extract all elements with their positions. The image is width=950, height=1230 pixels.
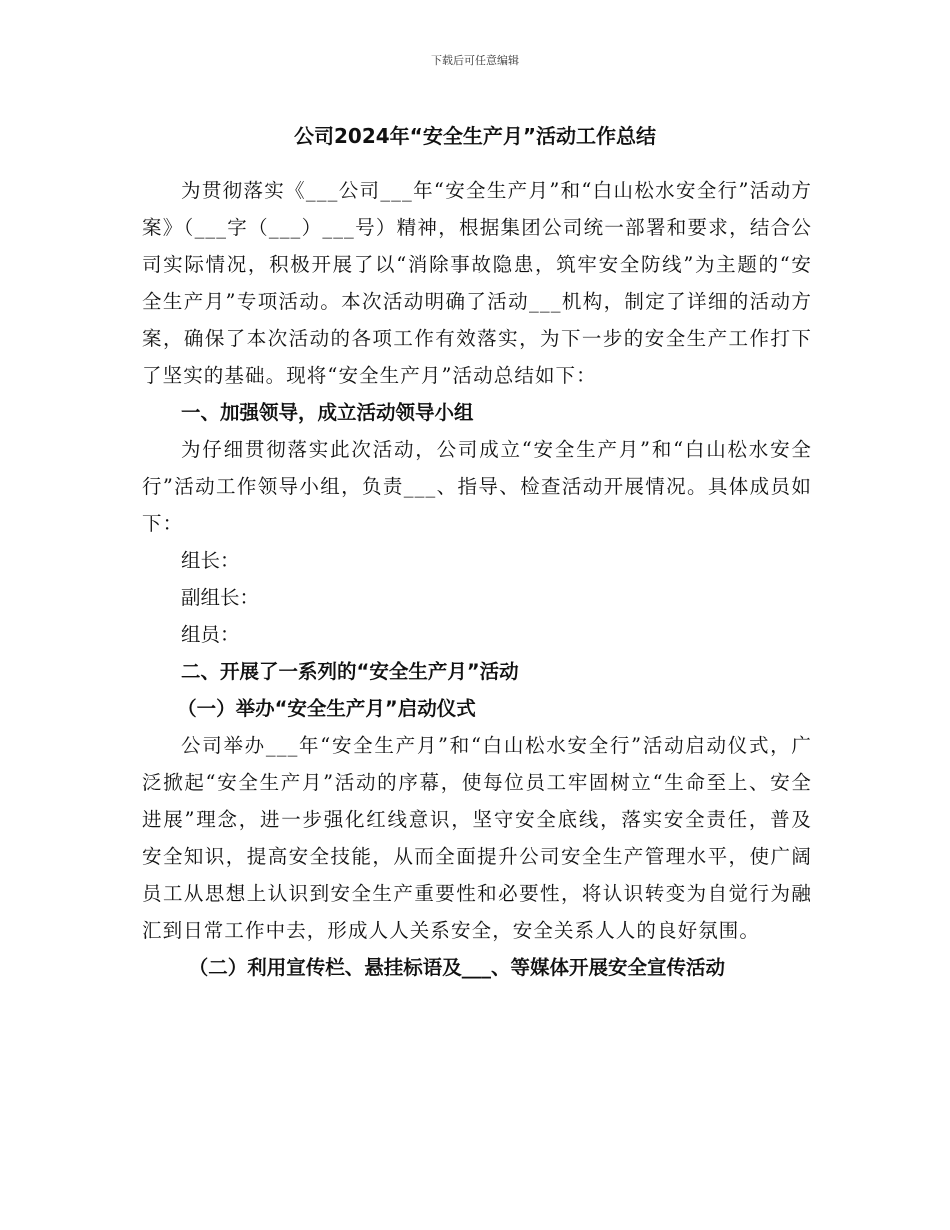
section2-sub1-paragraph: 公司举办___年“安全生产月”和“白山松水安全行”活动启动仪式，广泛掀起“安全生产月”活动的序幕，使每位员工牢固树立“生命至上、安全进展”理念，进一步强化红线意识，坚守安全底线，落实安全责任，普及安全知识，提高安全技能，从而全面提升公司安全生产管理水平，使广阔员工从思想上认识到安全生产重要性和必要性，将认识转变为自觉行为融汇到日常工作中去，形成人人关系安全，安全关系人人的良好氛围。 (142, 734, 812, 942)
section2-sub1-heading: （一）举办“安全生产月”启动仪式 (177, 697, 476, 720)
deputy-leader-line: 副组长： (181, 586, 260, 609)
document-title: 公司2024年“安全生产月”活动工作总结 (294, 124, 656, 148)
leader-line: 组长： (181, 549, 240, 572)
members-line: 组员： (181, 623, 240, 646)
header-note: 下载后可任意编辑 (431, 54, 519, 67)
section1-paragraph: 为仔细贯彻落实此次活动，公司成立“安全生产月”和“白山松水安全行”活动工作领导小组，负责___、指导、检查活动开展情况。具体成员如下： (142, 438, 812, 535)
document-body (142, 172, 812, 986)
section2-sub2-heading: （二）利用宣传栏、悬挂标语及___、等媒体开展安全宣传活动 (188, 956, 726, 979)
section2-heading: 二、开展了一系列的“安全生产月”活动 (181, 660, 519, 683)
intro-paragraph: 为贯彻落实《___公司___年“安全生产月”和“白山松水安全行”活动方案》（___字（___）___号）精神，根据集团公司统一部署和要求，结合公司实际情况，积极开展了以“消除事故隐患，筑牢安全防线”为主题的“安全生产月”专项活动。本次活动明确了活动___机构，制定了详细的活动方案，确保了本次活动的各项工作有效落实，为下一步的安全生产工作打下了坚实的基础。现将“安全生产月”活动总结如下： (142, 179, 812, 387)
section1-heading: 一、加强领导，成立活动领导小组 (181, 401, 474, 424)
